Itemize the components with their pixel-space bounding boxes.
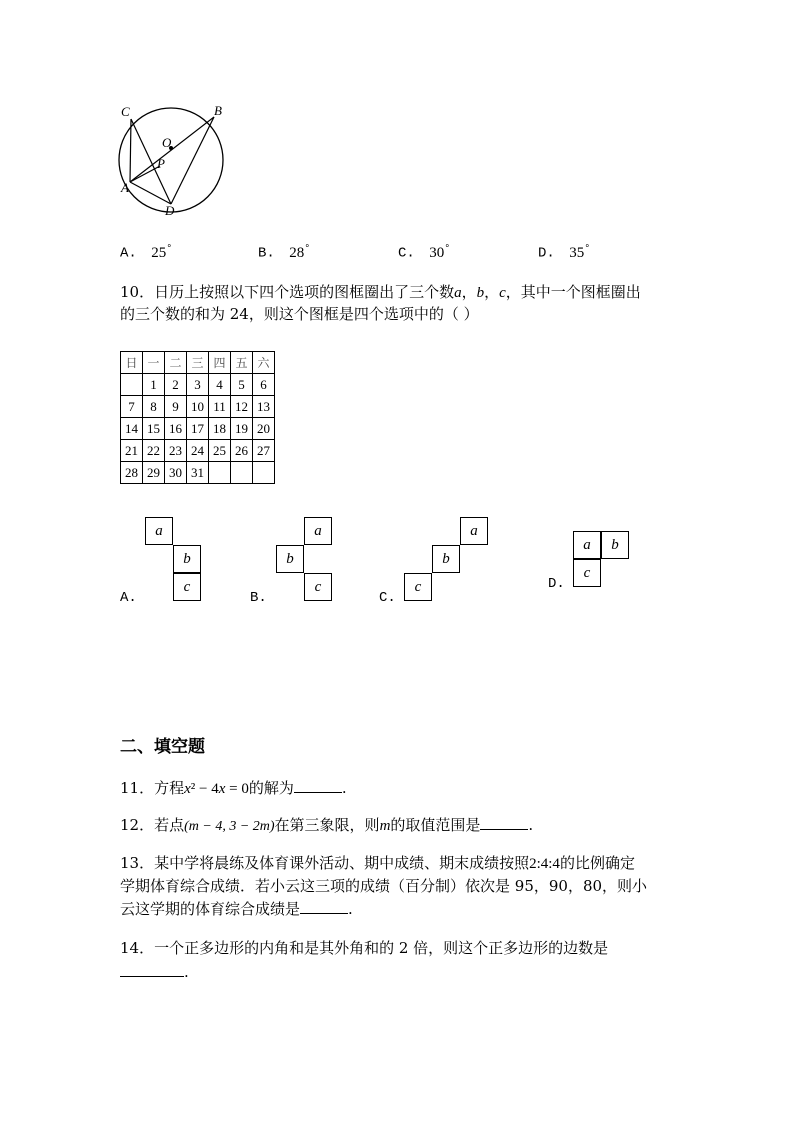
- calendar-row: [121, 418, 275, 440]
- q13-text-end: 的比例确定: [559, 854, 635, 872]
- period: .: [341, 779, 347, 797]
- option-letter: C.: [398, 245, 415, 262]
- section-heading: 二、填空题: [120, 737, 205, 757]
- calendar-cell: 5: [231, 374, 253, 396]
- chord-AD: [130, 182, 171, 204]
- calendar-cell: 6: [253, 374, 275, 396]
- q12-prefix: 12．若点: [120, 816, 185, 834]
- calendar-header-row: [121, 352, 275, 374]
- weekday-header: 三: [187, 352, 209, 374]
- calendar-cell: 9: [165, 396, 187, 418]
- option-a-box-c: c: [173, 573, 201, 601]
- var-a: a: [454, 285, 462, 301]
- q9-option-d: [538, 244, 590, 262]
- q9-option-a: [120, 244, 172, 262]
- circle-figure: [110, 100, 235, 225]
- segment-AP: [130, 166, 160, 182]
- calendar-cell: 30: [165, 462, 187, 484]
- label-P: P: [157, 156, 165, 171]
- weekday-header: 一: [143, 352, 165, 374]
- var-c: c: [499, 285, 506, 301]
- option-d-box-b: b: [601, 531, 629, 559]
- calendar-cell: 8: [143, 396, 165, 418]
- var-m: m: [379, 818, 391, 834]
- q10-text-end: ，其中一个图框圈出: [505, 283, 641, 301]
- calendar-cell: 26: [231, 440, 253, 462]
- degree-sign: °: [444, 244, 451, 255]
- label-A: A: [121, 180, 129, 195]
- option-b-label: B.: [250, 590, 267, 606]
- calendar-cell: 13: [253, 396, 275, 418]
- label-C: C: [121, 104, 130, 119]
- option-c-label: C.: [379, 590, 396, 606]
- option-c-box-a: a: [460, 517, 488, 545]
- answer-blank[interactable]: [294, 778, 342, 793]
- q11: [120, 778, 347, 799]
- degree-sign: °: [304, 244, 311, 255]
- var-b: b: [476, 285, 485, 301]
- answer-blank[interactable]: [300, 899, 348, 914]
- calendar-cell: [253, 462, 275, 484]
- q11-equation: ² − 4: [190, 781, 219, 797]
- calendar-cell: 23: [165, 440, 187, 462]
- period: .: [348, 900, 353, 918]
- calendar-cell: [231, 462, 253, 484]
- calendar-cell: 4: [209, 374, 231, 396]
- comma: ，: [484, 283, 500, 301]
- calendar-cell: 16: [165, 418, 187, 440]
- q10-text: 10．日历上按照以下四个选项的图框圈出了三个数: [120, 283, 455, 301]
- calendar-cell: 7: [121, 396, 143, 418]
- var-x: x: [218, 781, 226, 797]
- calendar-cell: 15: [143, 418, 165, 440]
- calendar-row: [121, 440, 275, 462]
- option-b-box-a: a: [304, 517, 332, 545]
- q13-line3: [120, 899, 353, 919]
- option-a-box-a: a: [145, 517, 173, 545]
- ratio: 2:4:4: [529, 856, 560, 872]
- weekday-header: 五: [231, 352, 253, 374]
- option-b-box-b: b: [276, 545, 304, 573]
- weekday-header: 六: [253, 352, 275, 374]
- q11-suffix: 的解为: [248, 779, 294, 797]
- answer-blank[interactable]: [480, 815, 528, 830]
- calendar-cell: 12: [231, 396, 253, 418]
- option-d-box-a: a: [573, 531, 601, 559]
- option-a-label: A.: [120, 590, 137, 606]
- option-value: 25: [151, 244, 167, 261]
- calendar-row: [121, 374, 275, 396]
- calendar-cell: 14: [121, 418, 143, 440]
- degree-sign: °: [584, 244, 591, 255]
- calendar-cell: 24: [187, 440, 209, 462]
- calendar-cell: 10: [187, 396, 209, 418]
- calendar-row: [121, 396, 275, 418]
- calendar-cell: 27: [253, 440, 275, 462]
- option-value: 35: [569, 244, 585, 261]
- calendar-cell: [209, 462, 231, 484]
- period: .: [528, 816, 534, 834]
- label-B: B: [214, 103, 222, 118]
- q10-line1: [120, 282, 641, 303]
- option-c-box-c: c: [404, 573, 432, 601]
- calendar-cell: 17: [187, 418, 209, 440]
- comma: ，: [461, 283, 477, 301]
- chord-CD: [131, 119, 171, 204]
- period: .: [184, 963, 189, 981]
- calendar-cell: 20: [253, 418, 275, 440]
- q14-line2: [120, 962, 189, 982]
- option-d-box-c: c: [573, 559, 601, 587]
- option-letter: D.: [538, 245, 555, 262]
- answer-blank[interactable]: [120, 962, 184, 977]
- degree-sign: °: [166, 244, 173, 255]
- q9-option-b: [258, 244, 310, 262]
- weekday-header: 四: [209, 352, 231, 374]
- option-d-label: D.: [548, 576, 565, 592]
- calendar-row: [121, 462, 275, 484]
- q14-line1: 14．一个正多边形的内角和是其外角和的 2 倍，则这个正多边形的边数是: [120, 939, 609, 957]
- q13-line2: 学期体育综合成绩．若小云这三项的成绩（百分制）依次是 95，90，80，则小: [120, 877, 648, 895]
- point-expression: (m − 4, 3 − 2m): [184, 819, 275, 834]
- chord-BD: [171, 117, 214, 204]
- q11-prefix: 11．方程: [120, 779, 185, 797]
- label-D: D: [165, 203, 175, 218]
- calendar-cell: 31: [187, 462, 209, 484]
- calendar-cell: 22: [143, 440, 165, 462]
- circle: [119, 108, 223, 212]
- calendar-cell: 21: [121, 440, 143, 462]
- option-c-box-b: b: [432, 545, 460, 573]
- calendar-cell: 28: [121, 462, 143, 484]
- calendar-cell: 2: [165, 374, 187, 396]
- q9-option-c: [398, 244, 450, 262]
- calendar-cell: 11: [209, 396, 231, 418]
- q11-equation-end: = 0: [225, 781, 249, 797]
- calendar-cell: 25: [209, 440, 231, 462]
- calendar-cell: [121, 374, 143, 396]
- option-letter: A.: [120, 245, 137, 262]
- q13-line3-text: 云这学期的体育综合成绩是: [120, 900, 301, 918]
- q12-mid: 在第三象限，则: [274, 816, 380, 834]
- q13-line1: [120, 853, 635, 874]
- option-letter: B.: [258, 245, 275, 262]
- q12-suffix: 的取值范围是: [390, 816, 481, 834]
- calendar-table: [120, 351, 275, 484]
- label-O: O: [162, 135, 172, 150]
- q13-text: 13．某中学将晨练及体育课外活动、期中成绩、期末成绩按照: [120, 854, 530, 872]
- weekday-header: 二: [165, 352, 187, 374]
- q12: [120, 815, 533, 837]
- calendar-cell: 19: [231, 418, 253, 440]
- weekday-header: 日: [121, 352, 143, 374]
- calendar-cell: 29: [143, 462, 165, 484]
- var-x: x: [184, 781, 191, 797]
- calendar-cell: 3: [187, 374, 209, 396]
- calendar-cell: 18: [209, 418, 231, 440]
- option-value: 30: [429, 244, 445, 261]
- q10-line2: 的三个数的和为 24，则这个图框是四个选项中的（ ）: [120, 305, 479, 323]
- option-a-box-b: b: [173, 545, 201, 573]
- option-value: 28: [289, 244, 305, 261]
- option-b-box-c: c: [304, 573, 332, 601]
- calendar-cell: 1: [143, 374, 165, 396]
